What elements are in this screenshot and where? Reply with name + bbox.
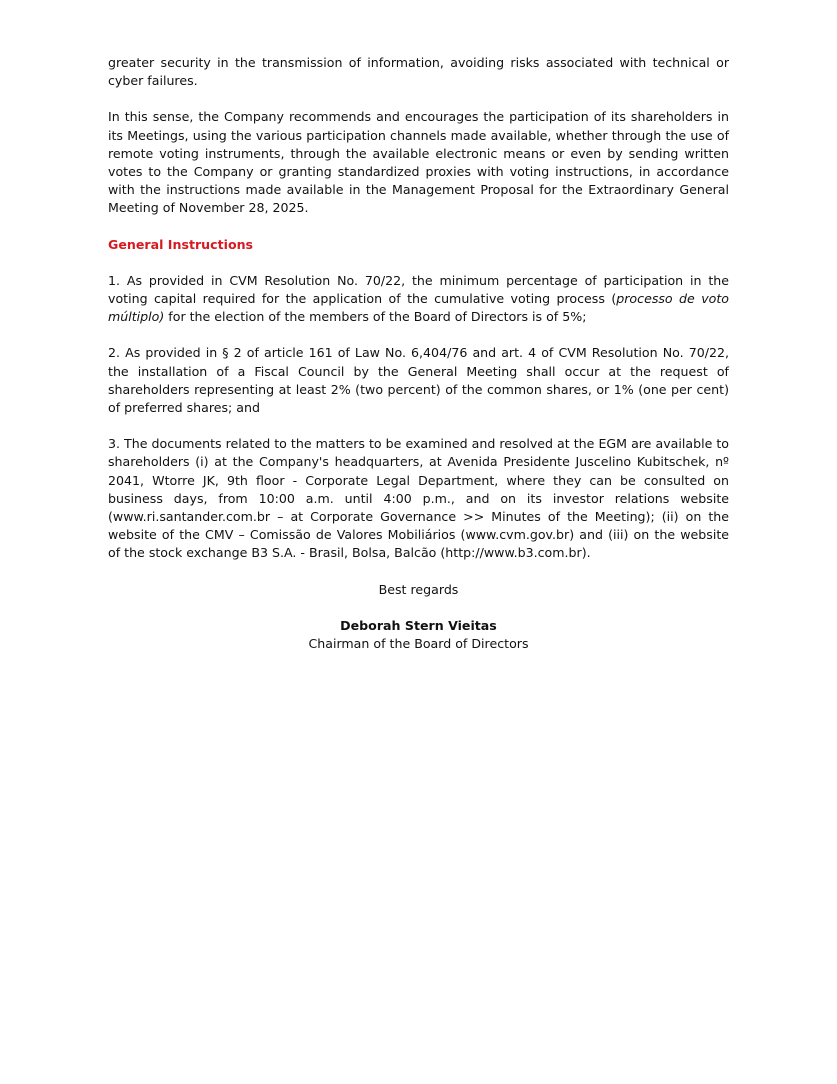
instruction-1-text-start: 1. As provided in CVM Resolution No. 70/22, the minimum percentage of participation in the voting capital required for the application of the cumulative voting process ( [108, 272, 729, 307]
signature-block [108, 617, 729, 653]
instruction-1-text-end: for the election of the members of the Board of Directors is of 5%; [164, 309, 587, 325]
instruction-item-2: 2. As provided in § 2 of article 161 of Law No. 6,404/76 and art. 4 of CVM Resolution No. 70/22, the installation of a Fiscal Council by the General Meeting shall occur at the request of shareholders representing at least 2% (two percent) of the common shares, or 1% (one per cent) of preferred shares; and [108, 345, 729, 416]
instruction-1-italic-term: processo de voto múltiplo) [108, 291, 729, 325]
intro-paragraph-continuation: greater security in the transmission of information, avoiding risks associated with technical or cyber failures. [108, 55, 729, 89]
document-page [108, 54, 729, 653]
section-heading: General Instructions [108, 236, 254, 252]
signatory-name: Deborah Stern Vieitas [340, 617, 497, 633]
signatory-title: Chairman of the Board of Directors [308, 636, 529, 652]
instruction-item-3: 3. The documents related to the matters to be examined and resolved at the EGM are available to shareholders (i) at the Company's headquarters, at Avenida Presidente Juscelino Kubitschek, nº 2041, Wtorre JK, 9th floor - Corporate Legal Department, where they can be consulted on business days, from 10:00 a.m. until 4:00 p.m., and on its investor relations website (www.ri.santander.com.br – at Corporate Governance >> Minutes of the Meeting); (ii) on the website of the CMV – Comissão de Valores Mobiliários (www.cvm.gov.br) and (iii) on the website of the stock exchange B3 S.A. - Brasil, Bolsa, Balcão (http://www.b3.com.br). [108, 436, 729, 561]
closing-salutation: Best regards [378, 581, 459, 597]
participation-paragraph: In this sense, the Company recommends and encourages the participation of its shareholders in its Meetings, using the various participation channels made available, whether through the use of remote voting instruments, through the available electronic means or even by sending written votes to the Company or granting standardized proxies with voting instructions, in accordance with the instructions made available in the Management Proposal for the Extraordinary General Meeting of November 28, 2025. [108, 109, 729, 216]
instruction-item-1 [108, 272, 729, 327]
